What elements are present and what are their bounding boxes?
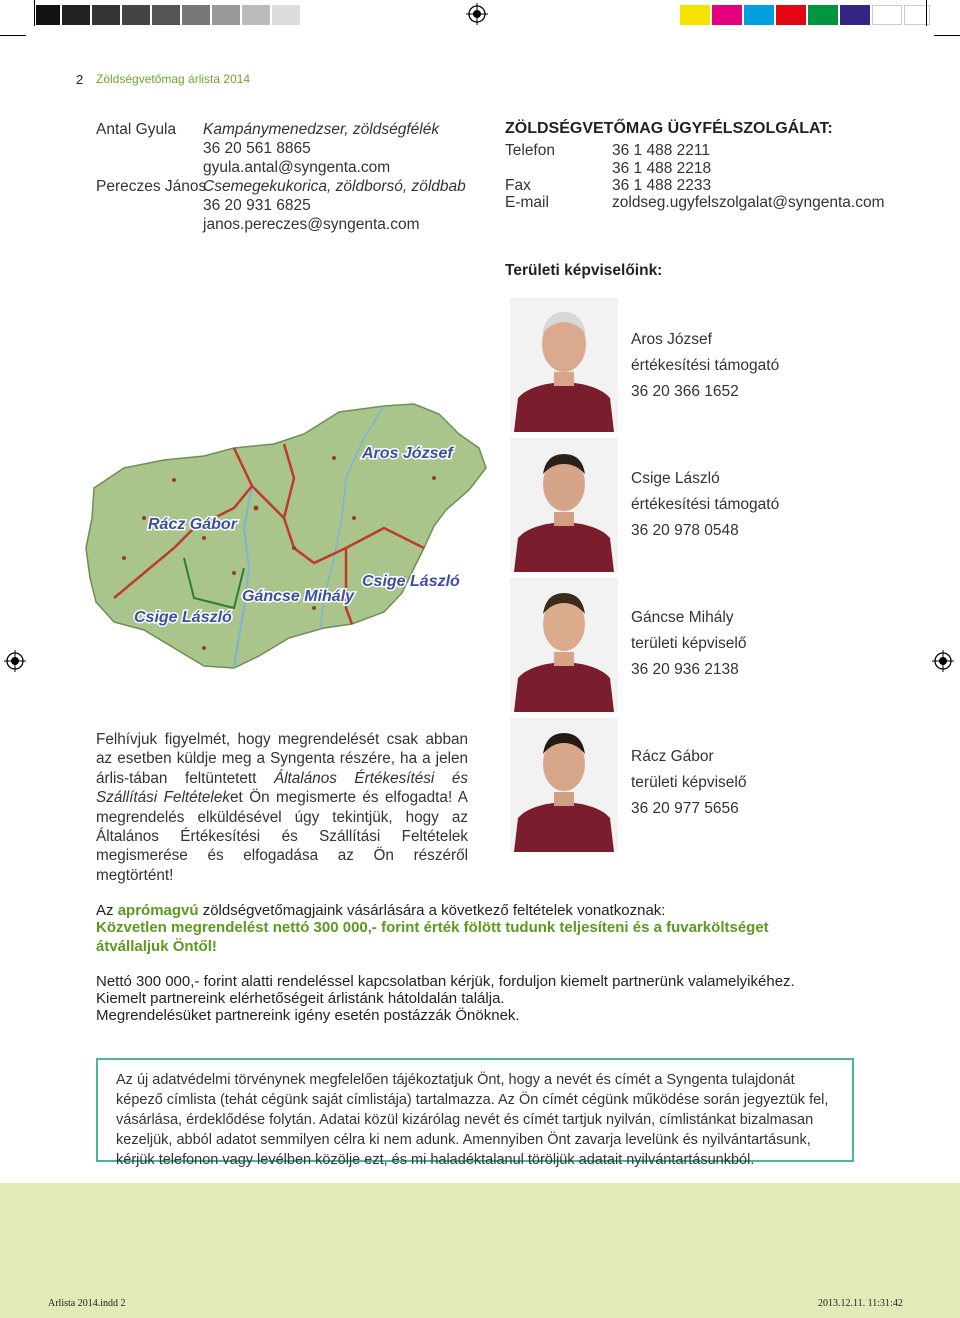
- email-label: E-mail: [505, 194, 549, 211]
- rep-card-aros: [631, 327, 779, 405]
- phone-1: 36 1 488 2211: [612, 142, 710, 159]
- contact-name: Pereczes János: [96, 178, 207, 195]
- rep-name: Rácz Gábor: [631, 748, 714, 765]
- map-label-csige-east: Csige László: [362, 573, 460, 590]
- rep-card-csige: [631, 466, 779, 544]
- contact-phone: 36 20 561 8865: [203, 140, 311, 157]
- rep-card-gancse: [631, 605, 746, 683]
- conditions-intro: Az aprómagvú zöldségvetőmagjaink vásárlására a következő feltételek vonatkoznak:: [96, 902, 666, 919]
- privacy-notice-box: [96, 1058, 854, 1168]
- rep-photo-gancse: [510, 578, 618, 712]
- rep-card-racz: [631, 744, 746, 822]
- rep-phone: 36 20 936 2138: [631, 661, 739, 678]
- rep-phone: 36 20 978 0548: [631, 522, 739, 539]
- registration-mark-icon: [932, 650, 954, 672]
- map-label-gancse: Gáncse Mihály: [242, 588, 355, 605]
- map-label-aros: Aros József: [362, 445, 453, 462]
- rep-phone: 36 20 366 1652: [631, 383, 739, 400]
- contact-role: Kampánymenedzser, zöldségfélék: [203, 121, 440, 138]
- rep-photo-aros: [510, 298, 618, 432]
- rep-name: Aros József: [631, 331, 712, 348]
- rep-photo-csige: [510, 438, 618, 572]
- contact-email[interactable]: gyula.antal@syngenta.com: [203, 159, 391, 176]
- hungary-outline: [86, 404, 486, 668]
- highlight-word: aprómagvú: [117, 902, 199, 919]
- order-notice: [96, 730, 468, 885]
- page-number: 2: [76, 72, 84, 87]
- footer-band: [0, 1183, 960, 1318]
- fax-label: Fax: [505, 177, 531, 194]
- notice-part-1: Felhívjuk figyelmét, hogy megrendelését csak abban az esetben küldje meg a Syngenta részére, ha a jelen árlis-tában feltüntetett: [96, 731, 468, 787]
- phone-2: 36 1 488 2218: [612, 160, 712, 177]
- hungary-region-map: [84, 398, 504, 698]
- privacy-text: Az új adatvédelmi törvénynek megfelelően tájékoztatjuk Önt, hogy a nevét és címét a Syngenta tulajdonát képező címlista (tehát cégünk saját címlistája) tartalmazza. Az Ön címét cégünk működése során jegyeztük fel, vásárlása, érdeklődése folytán. Adatai közül kizárólag nevét és címét tartjuk nyilván, címlistánkat bizalmasan kezeljük, abból adatot semmilyen célra ki nem adunk. Amennyiben Önt zavarja levelünk és nyilvántartásunk, kérjük telefonon vagy levélben közölje ezt, és mi haladéktalanul töröljük adatait nyilvántartásunkból.: [116, 1072, 829, 1168]
- registration-mark-icon: [466, 3, 488, 25]
- running-title: Zöldségvetőmag árlista 2014: [96, 72, 251, 86]
- rep-role: területi képviselő: [631, 774, 747, 791]
- notice-terms: Általános Értékesítési és Szállítási Feltételek: [96, 769, 469, 807]
- rep-name: Csige László: [631, 470, 720, 487]
- rep-phone: 36 20 977 5656: [631, 800, 739, 817]
- phone-label: Telefon: [505, 142, 555, 159]
- rep-role: értékesítési támogató: [631, 357, 780, 374]
- conditions-line-3: Megrendelésüket partnereink igény esetén postázzák Önöknek.: [96, 1007, 520, 1024]
- fax-number: 36 1 488 2233: [612, 177, 712, 194]
- contact-phone: 36 20 931 6825: [203, 197, 311, 214]
- contact-name: Antal Gyula: [96, 121, 177, 138]
- footer-filename: Arlista 2014.indd 2: [48, 1298, 126, 1309]
- contact-email[interactable]: janos.pereczes@syngenta.com: [203, 216, 420, 233]
- footer-timestamp: 2013.12.11. 11:31:42: [818, 1298, 903, 1309]
- rep-role: területi képviselő: [631, 635, 747, 652]
- contact-antal: [96, 120, 476, 177]
- registration-mark-icon: [4, 650, 26, 672]
- customer-service-title: ZÖLDSÉGVETŐMAG ÜGYFÉLSZOLGÁLAT:: [505, 120, 833, 137]
- map-label-racz: Rácz Gábor: [148, 516, 237, 533]
- reps-title: Területi képviselőink:: [505, 262, 663, 279]
- conditions-line-2: Kiemelt partnereink elérhetőségeit árlistánk hátoldalán találja.: [96, 990, 505, 1007]
- conditions-highlight: Közvetlen megrendelést nettó 300 000,- forint érték fölött tudunk teljesíteni és a fuvarköltséget átvállaljuk Öntől!: [96, 919, 769, 955]
- contact-role: Csemegekukorica, zöldborsó, zöldbab: [203, 178, 466, 195]
- notice-part-2: et Ön megismerte és elfogadta! A megrendelés elküldésével úgy tekintjük, hogy az Általános Értékesítési és Szállítási Feltételek megismerése és elfogadása az Ön részéről megtörtént!: [96, 789, 468, 884]
- conditions-line-1: Nettó 300 000,- forint alatti rendeléssel kapcsolatban kérjük, forduljon kiemelt partnerünk valamelyikéhez.: [96, 973, 795, 990]
- contact-pereczes: [96, 177, 476, 234]
- rep-photo-racz: [510, 718, 618, 852]
- rep-role: értékesítési támogató: [631, 496, 780, 513]
- service-email[interactable]: zoldseg.ugyfelszolgalat@syngenta.com: [612, 194, 885, 211]
- map-label-csige-west: Csige László: [134, 609, 232, 626]
- rep-name: Gáncse Mihály: [631, 609, 734, 626]
